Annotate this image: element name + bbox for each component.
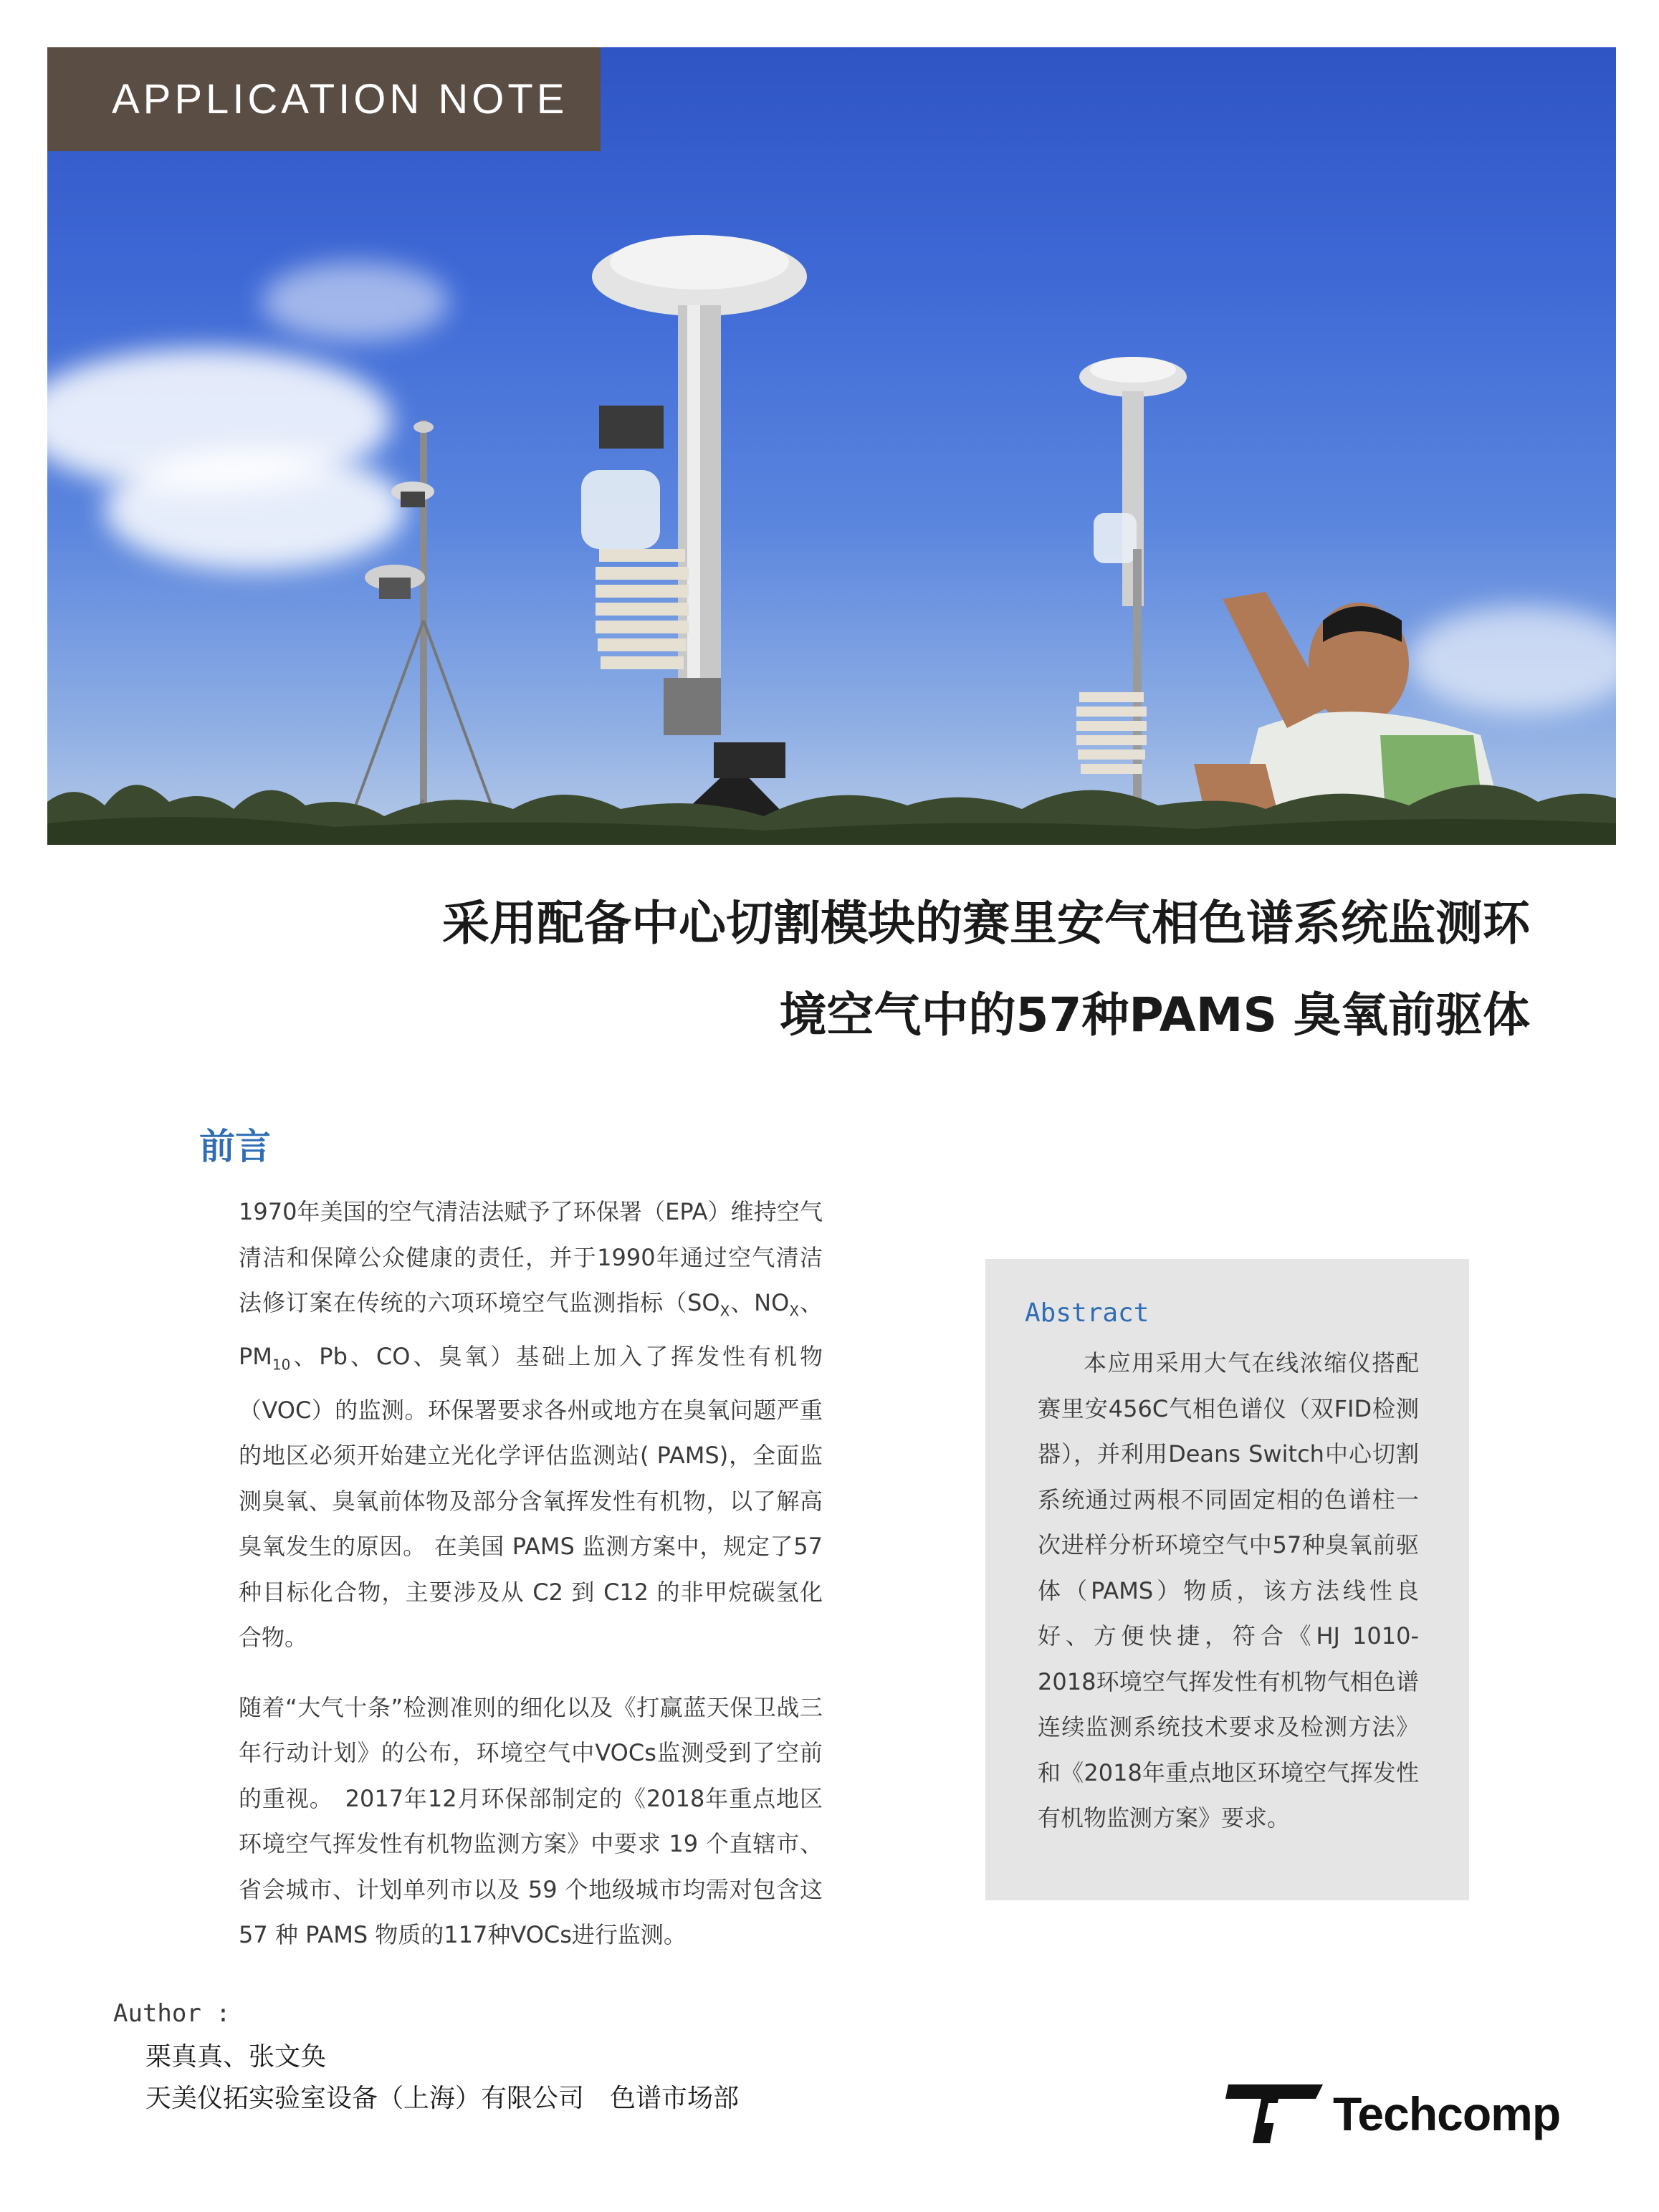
author-label: Author : bbox=[113, 1999, 231, 2028]
abstract-heading: Abstract bbox=[1025, 1298, 1149, 1328]
abstract-text: 本应用采用大气在线浓缩仪搭配赛里安456C气相色谱仪（双FID检测器），并利用Deans Switch中心切割系统通过两根不同固定相的色谱柱一次进样分析环境空气中57种臭氧前驱体（PAMS）物质，该方法线性良好、方便快捷，符合《HJ 1010-2018环境空气挥发性有机物气相色谱连续监测系统技术要求及检测方法》和《2018年重点地区环境空气挥发性有机物监测方案》要求。 bbox=[1038, 1349, 1419, 1832]
intro-paragraph-2: 随着“大气十条”检测准则的细化以及《打赢蓝天保卫战三年行动计划》的公布，环境空气中VOCs监测受到了空前的重视。 2017年12月环保部制定的《2018年重点地区环境空气挥发性有机物监测方案》中要求 19 个直辖市、省会城市、计划单列市以及 59 个地级城市均需对包含这 57 种 PAMS 物质的117种VOCs进行监测。 bbox=[239, 1693, 823, 1949]
monitoring-stations-illustration bbox=[47, 47, 1616, 845]
author-names: 栗真真、张文奂 bbox=[145, 2042, 327, 2072]
logo-text: Techcomp bbox=[1333, 2087, 1561, 2140]
author-organization: 天美仪拓实验室设备（上海）有限公司 色谱市场部 bbox=[145, 2084, 740, 2113]
application-note-tag: APPLICATION NOTE bbox=[47, 47, 601, 151]
intro-body bbox=[239, 1189, 823, 1983]
techcomp-logo bbox=[1225, 2078, 1560, 2150]
techcomp-logo-icon bbox=[1225, 2082, 1326, 2146]
intro-paragraph-1: 1970年美国的空气清洁法赋予了环保署（EPA）维持空气清洁和保障公众健康的责任，并于1990年通过空气清洁法修订案在传统的六项环境空气监测指标（$SO_X$、$NO_X$、$PM_{10}$、Pb、CO、臭氧）基础上加入了挥发性有机物（VOC）的监测。环保署要求各州或地方在臭氧问题严重的地区必须开始建立光化学评估监测站( PAMS)，全面监测臭氧、臭氧前体物及部分含氧挥发性有机物，以了解高臭氧发生的原因。 在美国 PAMS 监测方案中，规定了57种目标化合物，主要涉及从 C2 到 C12 的非甲烷碳氢化合物。 bbox=[239, 1198, 823, 1652]
treeline bbox=[47, 737, 1616, 845]
title-line-2: 境空气中的57种PAMS 臭氧前驱体 bbox=[779, 987, 1530, 1043]
document-title bbox=[168, 878, 1530, 1061]
hero-photo bbox=[47, 47, 1616, 845]
title-line-1: 采用配备中心切割模块的赛里安气相色谱系统监测环 bbox=[442, 896, 1530, 951]
intro-heading: 前言 bbox=[199, 1126, 271, 1167]
abstract-box bbox=[985, 1259, 1469, 1900]
